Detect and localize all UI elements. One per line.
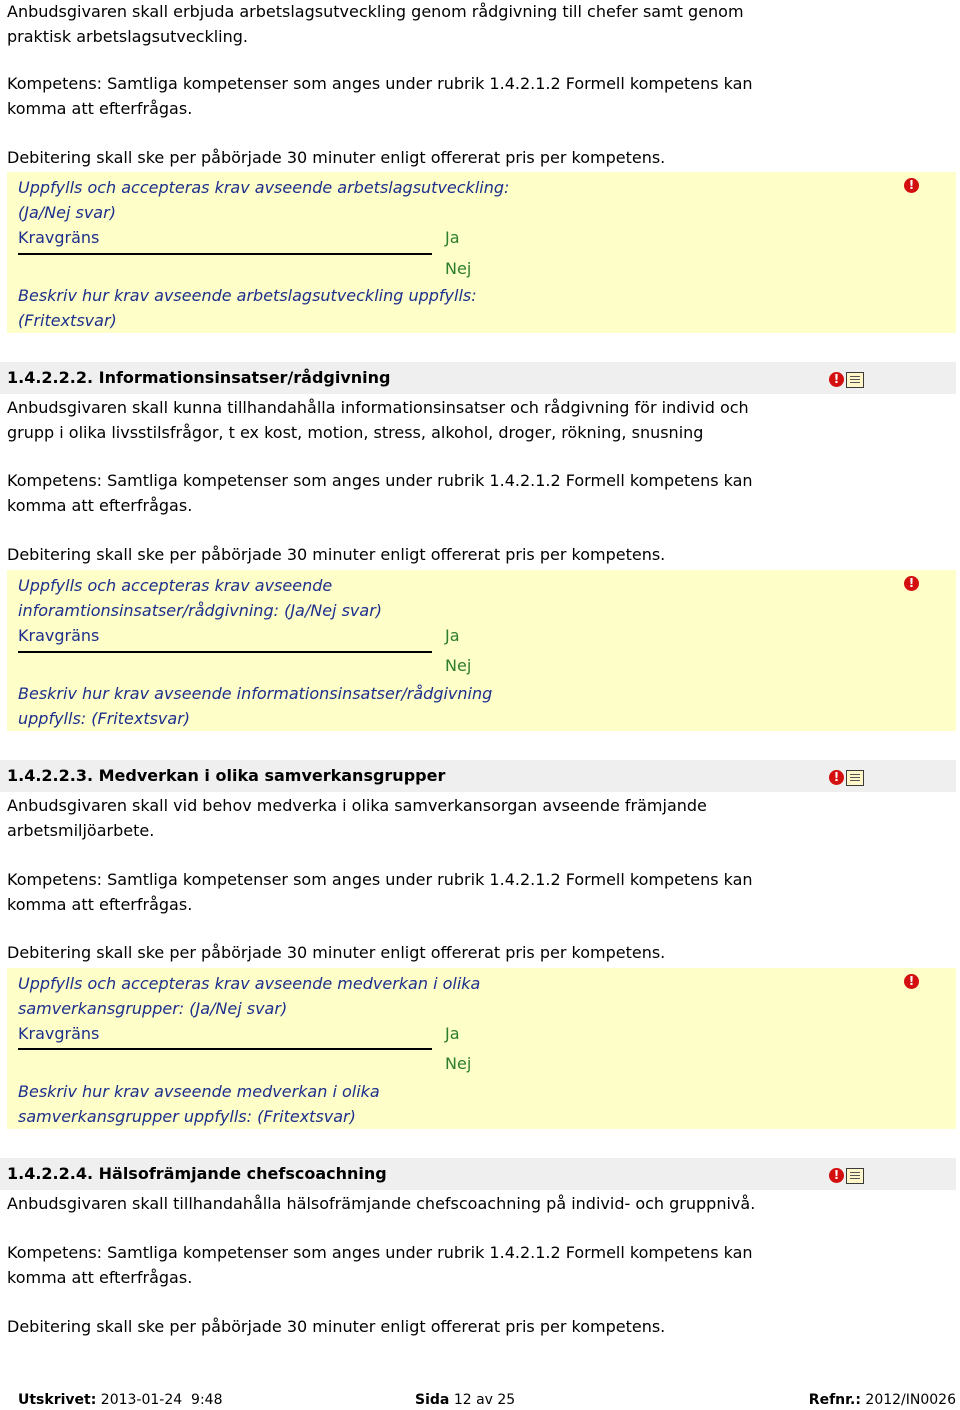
footer-reference xyxy=(809,1392,956,1408)
section-header xyxy=(0,362,956,394)
document-icon[interactable] xyxy=(846,1168,864,1184)
competence-paragraph: Kompetens: Samtliga kompetenser som anges under rubrik 1.4.2.1.2 Formell kompetens kan komma att efterfrågas. xyxy=(7,1243,753,1287)
section-header xyxy=(0,1158,956,1190)
reference-value: 2012/IN0026 xyxy=(865,1392,956,1408)
billing-paragraph: Debitering skall ske per påbörjade 30 minuter enligt offererat pris per kompetens. xyxy=(7,1317,666,1336)
warning-icon: ! xyxy=(829,1168,844,1183)
page-label: Sida xyxy=(415,1392,450,1408)
requirement-question: Uppfylls och accepteras krav avseende arbetslagsutveckling: (Ja/Nej svar) xyxy=(18,178,510,222)
section-icons xyxy=(829,1168,864,1187)
competence-paragraph: Kompetens: Samtliga kompetenser som anges under rubrik 1.4.2.1.2 Formell kompetens kan komma att efterfrågas. xyxy=(7,870,753,914)
printed-value: 2013-01-24 9:48 xyxy=(100,1392,223,1408)
option-no[interactable]: Nej xyxy=(445,1054,472,1073)
warning-icon: ! xyxy=(904,178,919,193)
footer-printed xyxy=(18,1392,222,1408)
option-yes[interactable]: Ja xyxy=(445,228,460,247)
section-title: 1.4.2.2.3. Medverkan i olika samverkansgrupper xyxy=(7,766,446,785)
requirement-description: Beskriv hur krav avseende arbetslagsutveckling uppfylls: (Fritextsvar) xyxy=(18,286,477,330)
limit-label: Kravgräns xyxy=(18,1024,100,1043)
warning-icon: ! xyxy=(829,372,844,387)
reference-label: Refnr.: xyxy=(808,1392,861,1408)
option-yes[interactable]: Ja xyxy=(445,1024,460,1043)
requirement-description: Beskriv hur krav avseende informationsinsatser/rådgivning uppfylls: (Fritextsvar) xyxy=(18,684,493,728)
limit-line xyxy=(18,253,432,255)
limit-line xyxy=(18,1048,432,1050)
footer-page xyxy=(415,1392,515,1408)
competence-paragraph: Kompetens: Samtliga kompetenser som anges under rubrik 1.4.2.1.2 Formell kompetens kan komma att efterfrågas. xyxy=(7,471,753,515)
document-icon[interactable] xyxy=(846,372,864,388)
requirement-question: Uppfylls och accepteras krav avseende medverkan i olika samverkansgrupper: (Ja/Nej svar) xyxy=(18,974,481,1018)
limit-label: Kravgräns xyxy=(18,626,100,645)
warning-icon: ! xyxy=(904,974,919,989)
intro-competence-paragraph: Kompetens: Samtliga kompetenser som anges under rubrik 1.4.2.1.2 Formell kompetens kan komma att efterfrågas. xyxy=(7,74,753,118)
warning-icon: ! xyxy=(904,576,919,591)
limit-label: Kravgräns xyxy=(18,228,100,247)
intro-billing-paragraph: Debitering skall ske per påbörjade 30 minuter enligt offererat pris per kompetens. xyxy=(7,148,666,167)
requirement-box-2 xyxy=(7,570,956,731)
requirement-box-3 xyxy=(7,968,956,1129)
requirement-description: Beskriv hur krav avseende medverkan i olika samverkansgrupper uppfylls: (Fritextsvar) xyxy=(18,1082,380,1126)
section-paragraph: Anbudsgivaren skall kunna tillhandahålla informationsinsatser och rådgivning för individ och grupp i olika livsstilsfrågor, t ex kost, motion, stress, alkohol, droger, rökning, snusning xyxy=(7,398,749,442)
section-paragraph: Anbudsgivaren skall tillhandahålla hälsofrämjande chefscoachning på individ- och gruppnivå. xyxy=(7,1194,756,1213)
option-no[interactable]: Nej xyxy=(445,259,472,278)
intro-paragraph-1: Anbudsgivaren skall erbjuda arbetslagsutveckling genom rådgivning till chefer samt genom praktisk arbetslagsutveckling. xyxy=(7,2,744,46)
option-yes[interactable]: Ja xyxy=(445,626,460,645)
option-no[interactable]: Nej xyxy=(445,656,472,675)
section-header xyxy=(0,760,956,792)
page-value: 12 av 25 xyxy=(453,1392,516,1408)
section-title: 1.4.2.2.2. Informationsinsatser/rådgivning xyxy=(7,368,391,387)
section-title: 1.4.2.2.4. Hälsofrämjande chefscoachning xyxy=(7,1164,387,1183)
requirement-question: Uppfylls och accepteras krav avseende inforamtionsinsatser/rådgivning: (Ja/Nej svar) xyxy=(18,576,383,620)
section-paragraph: Anbudsgivaren skall vid behov medverka i olika samverkansorgan avseende främjande arbetsmiljöarbete. xyxy=(7,796,707,840)
section-icons xyxy=(829,372,864,391)
requirement-box-1 xyxy=(7,172,956,333)
section-icons xyxy=(829,770,864,789)
warning-icon: ! xyxy=(829,770,844,785)
billing-paragraph: Debitering skall ske per påbörjade 30 minuter enligt offererat pris per kompetens. xyxy=(7,545,666,564)
billing-paragraph: Debitering skall ske per påbörjade 30 minuter enligt offererat pris per kompetens. xyxy=(7,943,666,962)
document-icon[interactable] xyxy=(846,770,864,786)
limit-line xyxy=(18,651,432,653)
printed-label: Utskrivet: xyxy=(18,1392,97,1408)
